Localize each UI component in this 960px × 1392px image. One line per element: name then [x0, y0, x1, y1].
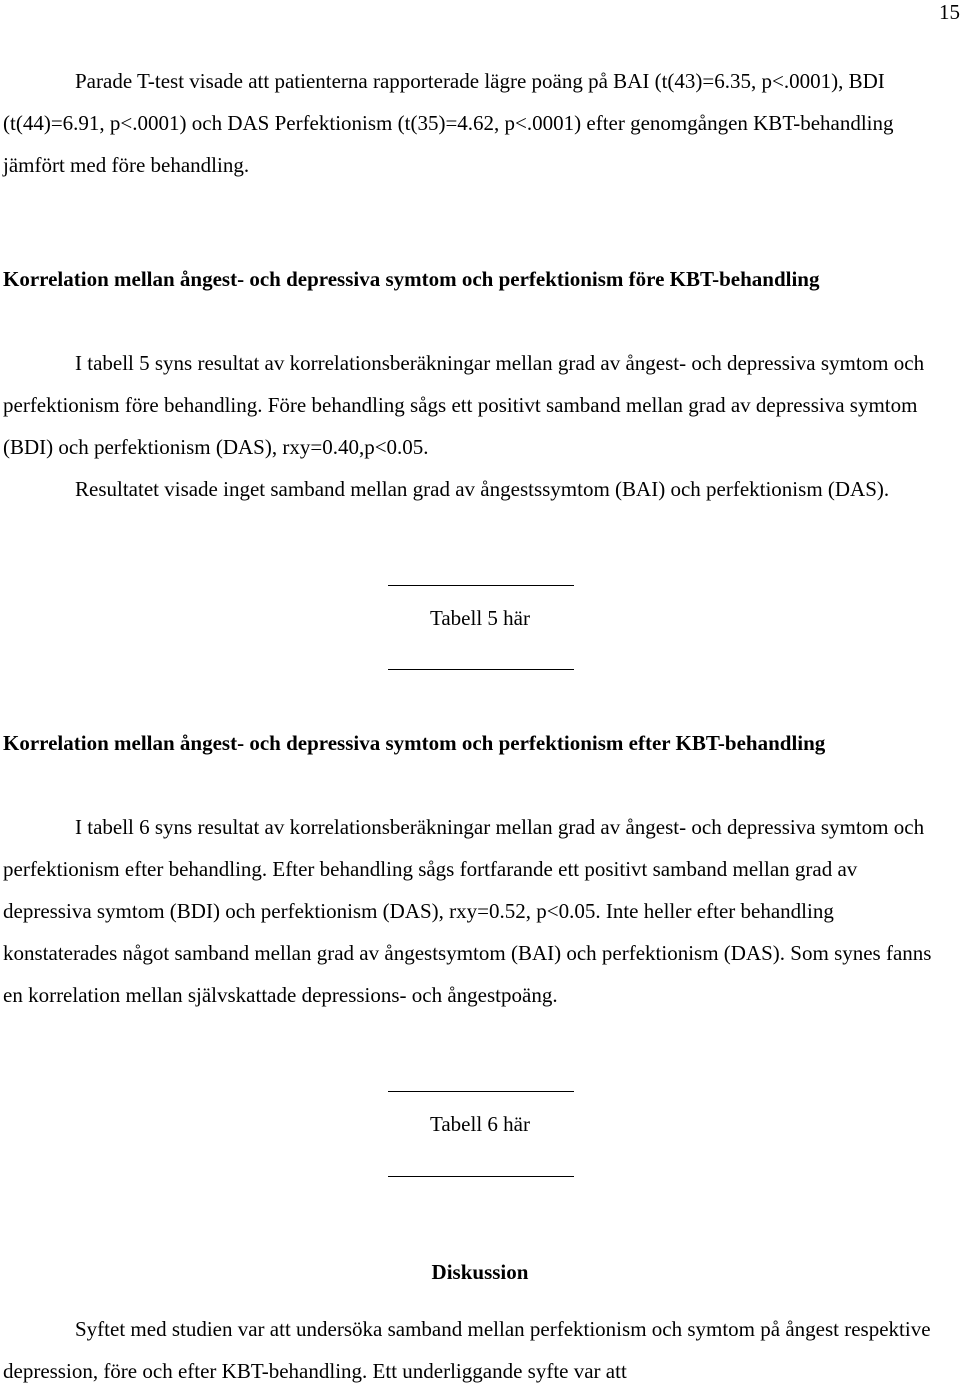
paragraph-no-anxiety-correlation: Resultatet visade inget samband mellan grad av ångestssymtom (BAI) och perfektionism (DAS).: [75, 477, 890, 501]
heading-correlation-before: Korrelation mellan ångest- och depressiva symtom och perfektionism före KBT-behandling: [3, 267, 820, 291]
page-number: 15: [939, 0, 960, 24]
heading-diskussion: Diskussion: [431, 1260, 529, 1284]
table5-placeholder: Tabell 5 här: [430, 606, 530, 630]
table5-top-rule: [388, 585, 574, 586]
table6-placeholder: Tabell 6 här: [430, 1112, 530, 1136]
paragraph-table6-results: I tabell 6 syns resultat av korrelationsberäkningar mellan grad av ångest- och depressiva symtom och perfektionism efter behandling. Efter behandling sågs fortfarande ett positivt samband mellan grad av depressiva symtom (BDI) och perfektionism (DAS), rxy=0.52, p<0.05. Inte heller efter behandling konstaterades något samband mellan grad av ångestsymtom (BAI) och perfektionism (DAS). Som synes fanns en korrelation mellan självskattade depressions- och ångestpoäng.: [3, 815, 932, 1007]
paragraph-table5-results: I tabell 5 syns resultat av korrelationsberäkningar mellan grad av ångest- och depressiva symtom och perfektionism före behandling. Före behandling sågs ett positivt samband mellan grad av depressiva symtom (BDI) och perfektionism (DAS), rxy=0.40,p<0.05.: [3, 351, 925, 459]
table6-top-rule: [388, 1091, 574, 1092]
table5-bottom-rule: [388, 669, 574, 670]
table6-bottom-rule: [388, 1176, 574, 1177]
paragraph-discussion-intro: Syftet med studien var att undersöka samband mellan perfektionism och symtom på ångest respektive depression, före och efter KBT-behandling. Ett underliggande syfte var att: [3, 1317, 931, 1383]
heading-correlation-after: Korrelation mellan ångest- och depressiva symtom och perfektionism efter KBT-behandling: [3, 731, 826, 755]
paragraph-t-test-results: Parade T-test visade att patienterna rapporterade lägre poäng på BAI (t(43)=6.35, p<.0001), BDI (t(44)=6.91, p<.0001) och DAS Perfektionism (t(35)=4.62, p<.0001) efter genomgången KBT-behandling jämfört med före behandling.: [3, 69, 894, 177]
